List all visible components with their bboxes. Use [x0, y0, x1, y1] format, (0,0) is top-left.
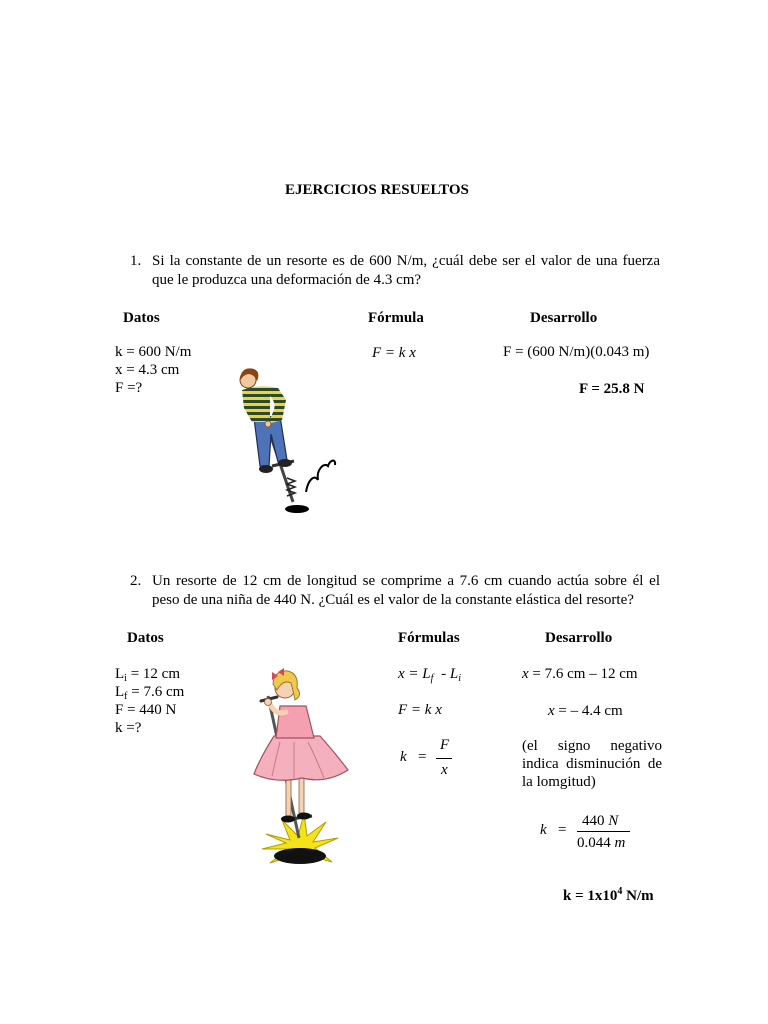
ground-hole	[274, 848, 326, 864]
datos-symbol: L	[115, 684, 125, 700]
exercise-1-formula-header: Fórmula	[368, 310, 424, 326]
datos-subscript: f	[124, 691, 128, 702]
exercise-1-desarrollo: F = (600 N/m)(0.043 m)	[503, 344, 650, 360]
formula-subscript: f	[430, 673, 434, 684]
exercise-1-desarrollo-header: Desarrollo	[530, 310, 598, 326]
hand	[265, 699, 272, 706]
denominator-unit: m	[614, 835, 626, 851]
skirt	[254, 736, 348, 780]
exercise-2-formulas-header: Fórmulas	[398, 630, 460, 646]
result-base: k = 1x10	[563, 888, 618, 904]
leg	[299, 774, 304, 813]
formula-hooke: F = k x	[398, 702, 442, 718]
result-unit: N/m	[622, 888, 654, 904]
formula-lhs: x = L	[398, 666, 431, 682]
k-calc-denominator	[577, 834, 625, 852]
fraction-denominator: x	[441, 762, 448, 778]
step-variable: x	[548, 703, 555, 719]
formula-mid: - L	[437, 666, 459, 682]
page-title: EJERCICIOS RESUELTOS	[285, 182, 469, 198]
result-exponent: 4	[617, 886, 623, 897]
fraction-equals: =	[418, 749, 427, 765]
datos-item: k =?	[115, 720, 142, 736]
step-expression: = – 4.4 cm	[554, 703, 623, 719]
step-expression: = 7.6 cm – 12 cm	[528, 666, 638, 682]
motion-lines	[306, 461, 335, 492]
desarrollo-step-1	[522, 665, 638, 683]
shadow	[285, 505, 309, 513]
fraction-bar	[577, 831, 630, 832]
shoe	[278, 459, 292, 467]
fraction-bar	[436, 758, 452, 759]
note-line: la lomgitud)	[522, 774, 596, 790]
exercise-1-number: 1.	[130, 253, 142, 269]
datos-symbol: L	[115, 666, 125, 682]
datos-item	[115, 665, 180, 683]
datos-item	[115, 683, 184, 701]
desarrollo-step-2	[548, 702, 623, 720]
boy-on-pogo-stick-icon	[230, 362, 340, 514]
shoe	[297, 813, 311, 820]
exercise-1-result: F = 25.8 N	[579, 381, 645, 397]
datos-value: = 7.6 cm	[127, 684, 185, 700]
numerator-value: 440	[582, 813, 605, 829]
desarrollo-note	[522, 737, 662, 791]
exercise-2-datos-header: Datos	[127, 630, 164, 646]
exercise-1-statement	[152, 252, 660, 289]
statement-line: Un resorte de 12 cm de longitud se comprime a 7.6 cm cuando actúa sobre él el	[152, 573, 660, 589]
shoe	[259, 465, 273, 473]
formula-length-change	[398, 665, 461, 683]
exercise-1-formula: F = k x	[372, 345, 416, 361]
k-calc-numerator	[582, 812, 618, 830]
girl-on-pogo-stick-icon	[246, 658, 356, 870]
datos-subscript: i	[124, 673, 127, 684]
formula-subscript: i	[458, 673, 462, 684]
statement-line: peso de una niña de 440 N. ¿Cuál es el valor de la constante elástica del resorte?	[152, 591, 634, 608]
datos-item: k = 600 N/m	[115, 344, 192, 360]
statement-line: que le produzca una deformación de 4.3 cm?	[152, 271, 422, 288]
datos-item: x = 4.3 cm	[115, 362, 180, 378]
exercise-2-desarrollo-header: Desarrollo	[545, 630, 613, 646]
datos-value: = 12 cm	[126, 666, 180, 682]
k-calc-lhs: k	[540, 822, 547, 838]
denominator-value: 0.044	[577, 835, 611, 851]
fraction-numerator: F	[440, 737, 450, 753]
fraction-lhs: k	[400, 749, 407, 765]
exercise-1-datos-header: Datos	[123, 310, 160, 326]
note-line: indica disminución de	[522, 756, 662, 772]
exercise-2-number: 2.	[130, 573, 142, 589]
statement-line: Si la constante de un resorte es de 600 N/m, ¿cuál debe ser el valor de una fuerza	[152, 253, 660, 269]
exercise-2-statement	[152, 572, 660, 609]
datos-item: F =?	[115, 380, 143, 396]
note-line: (el signo negativo	[522, 738, 662, 754]
step-variable: x	[522, 666, 529, 682]
datos-item: F = 440 N	[115, 702, 177, 718]
hand	[265, 421, 271, 427]
shoe	[281, 816, 295, 823]
exercise-2-result	[563, 887, 654, 905]
numerator-unit: N	[608, 813, 619, 829]
k-calc-equals: =	[558, 822, 567, 838]
